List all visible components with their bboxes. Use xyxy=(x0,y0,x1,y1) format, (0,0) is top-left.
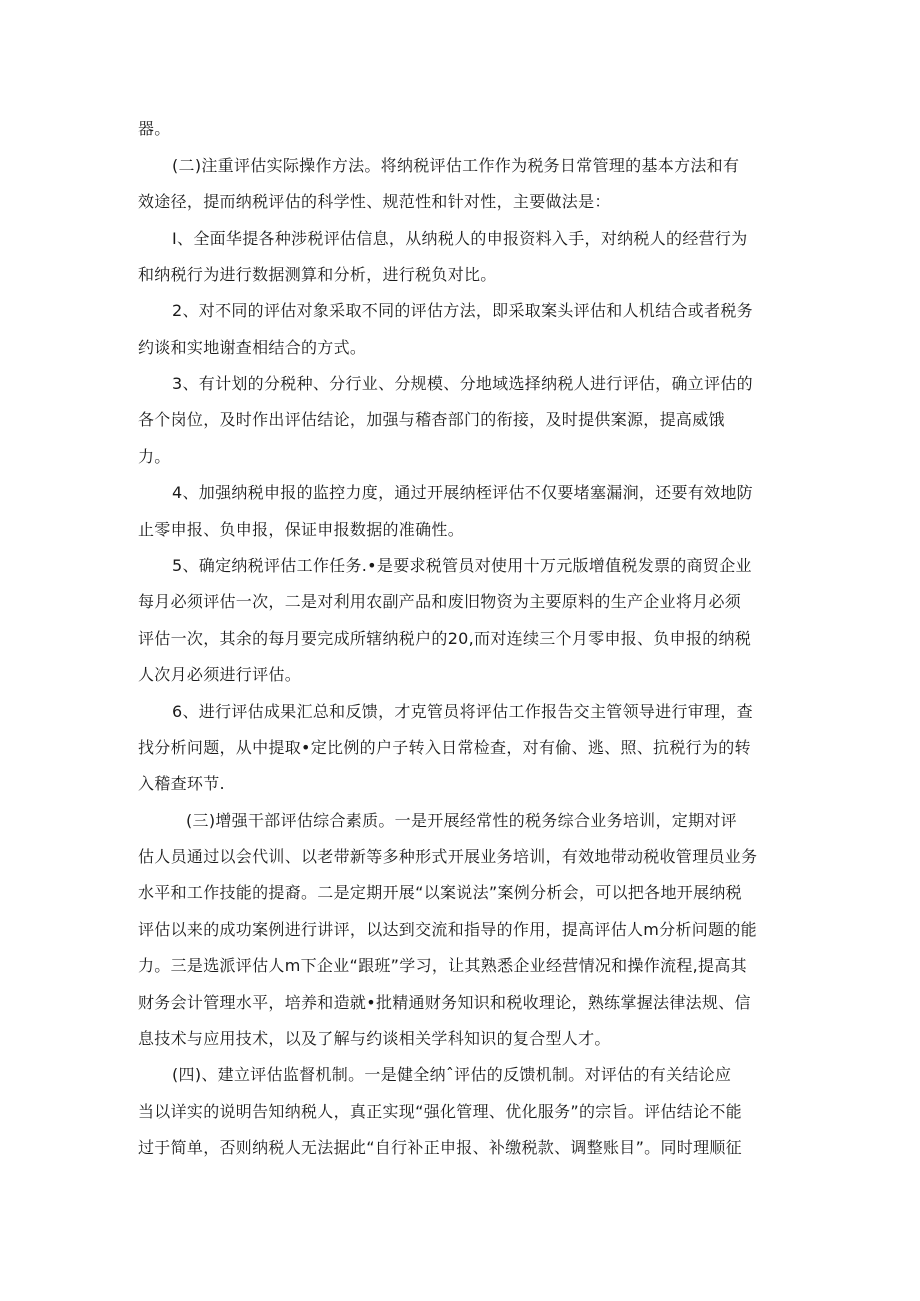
text-line: 效途径，提而纳税评估的科学性、规范性和针对性，主要做法是： xyxy=(138,192,611,211)
text-line: 水平和工作技能的提裔。二是定期开展“以案说法”案例分析会，可以把各地开展纳税 xyxy=(138,883,742,902)
text-line: 找分析问题，从中提取•定比例的户子转入日常检查，对有偷、逃、照、抗税行为的转 xyxy=(138,738,751,757)
text-line: 力。 xyxy=(138,447,171,466)
text-line: 约谈和实地谢查相结合的方式。 xyxy=(138,338,367,357)
list-item-5: 5、确定纳税评估工作任务.•是要求税管员对使用十万元版增值税发票的商贸企业 xyxy=(172,556,752,575)
text-line: 各个岗位，及时作出评估结论，加强与稽杳部门的衔接，及时提供案源，提高威饿 xyxy=(138,410,725,429)
section-heading-3: (三)增强干部评估综合素质。一是开展经常性的税务综合业务培训，定期对评 xyxy=(186,811,737,830)
text-line: 器。 xyxy=(138,119,171,138)
list-item-6: 6、进行评估成果汇总和反馈，才克管员将评估工作报告交主管领导进行审理，查 xyxy=(172,702,753,721)
text-line: 人次月必须进行评估。 xyxy=(138,665,302,684)
text-line: 入稽查环节. xyxy=(138,774,225,793)
text-line: 财务会计管理水平，培养和造就•批精通财务知识和税收理论，熟练掌握法律法规、信 xyxy=(138,993,751,1012)
list-item-3: 3、有计划的分税种、分行业、分规模、分地域选择纳税人进行评估，确立评估的 xyxy=(172,374,753,393)
text-line: 和纳税行为进行数据测算和分析，进行税负对比。 xyxy=(138,265,497,284)
text-line: 力。三是选派评估人m下企业“跟班”学习，让其熟悉企业经营情况和操作流程,提高其 xyxy=(138,956,747,975)
list-item-2: 2、对不同的评估对象采取不同的评估方法，即采取案头评估和人机结合或者税务 xyxy=(172,301,753,320)
text-line: 当以详实的说明告知纳税人，真正实现“强化管理、优化服务”的宗旨。评估结论不能 xyxy=(138,1102,742,1121)
text-line: 评估一次，其余的每月要完成所辖纳税户的20,而对连续三个月零申报、负申报的纳税 xyxy=(138,629,752,648)
text-line: 评估以来的成功案例进行讲评，以达到交流和指导的作用，提高评估人m分析问题的能 xyxy=(138,920,757,939)
text-line: 止零申报、负申报，保证申报数据的准确性。 xyxy=(138,520,465,539)
list-item-4: 4、加强纳税申报的监控力度，通过开展纳桎评估不仅要堵塞漏涧，还要有效地防 xyxy=(172,483,753,502)
text-line: 每月必须评估一次，二是对利用农副产品和废旧物资为主要原料的生产企业将月必须 xyxy=(138,592,742,611)
section-heading-4: (四)、建立评估监督机制。一是健全纳ˆ评估的反馈机制。对评估的有关结论应 xyxy=(172,1065,732,1084)
list-item-1: I、全面华提各种涉税评估信息，从纳税人的申报资料入手，对纳税人的经营行为 xyxy=(172,229,748,248)
section-heading-2: (二)注重评估实际操作方法。将纳税评估工作作为税务日常管理的基本方法和有 xyxy=(172,156,740,175)
text-line: 过于简单，否则纳税人无法据此“自行补正申报、补缴税款、调整账目”。同时理顺征 xyxy=(138,1138,742,1157)
text-line: 息技术与应用技术，以及了解与约谈相关学科知识的复合型人才。 xyxy=(138,1029,611,1048)
text-line: 估人员通过以会代训、以老带新等多种形式开展业务培训，有效地带动税收管理员业务 xyxy=(138,847,758,866)
